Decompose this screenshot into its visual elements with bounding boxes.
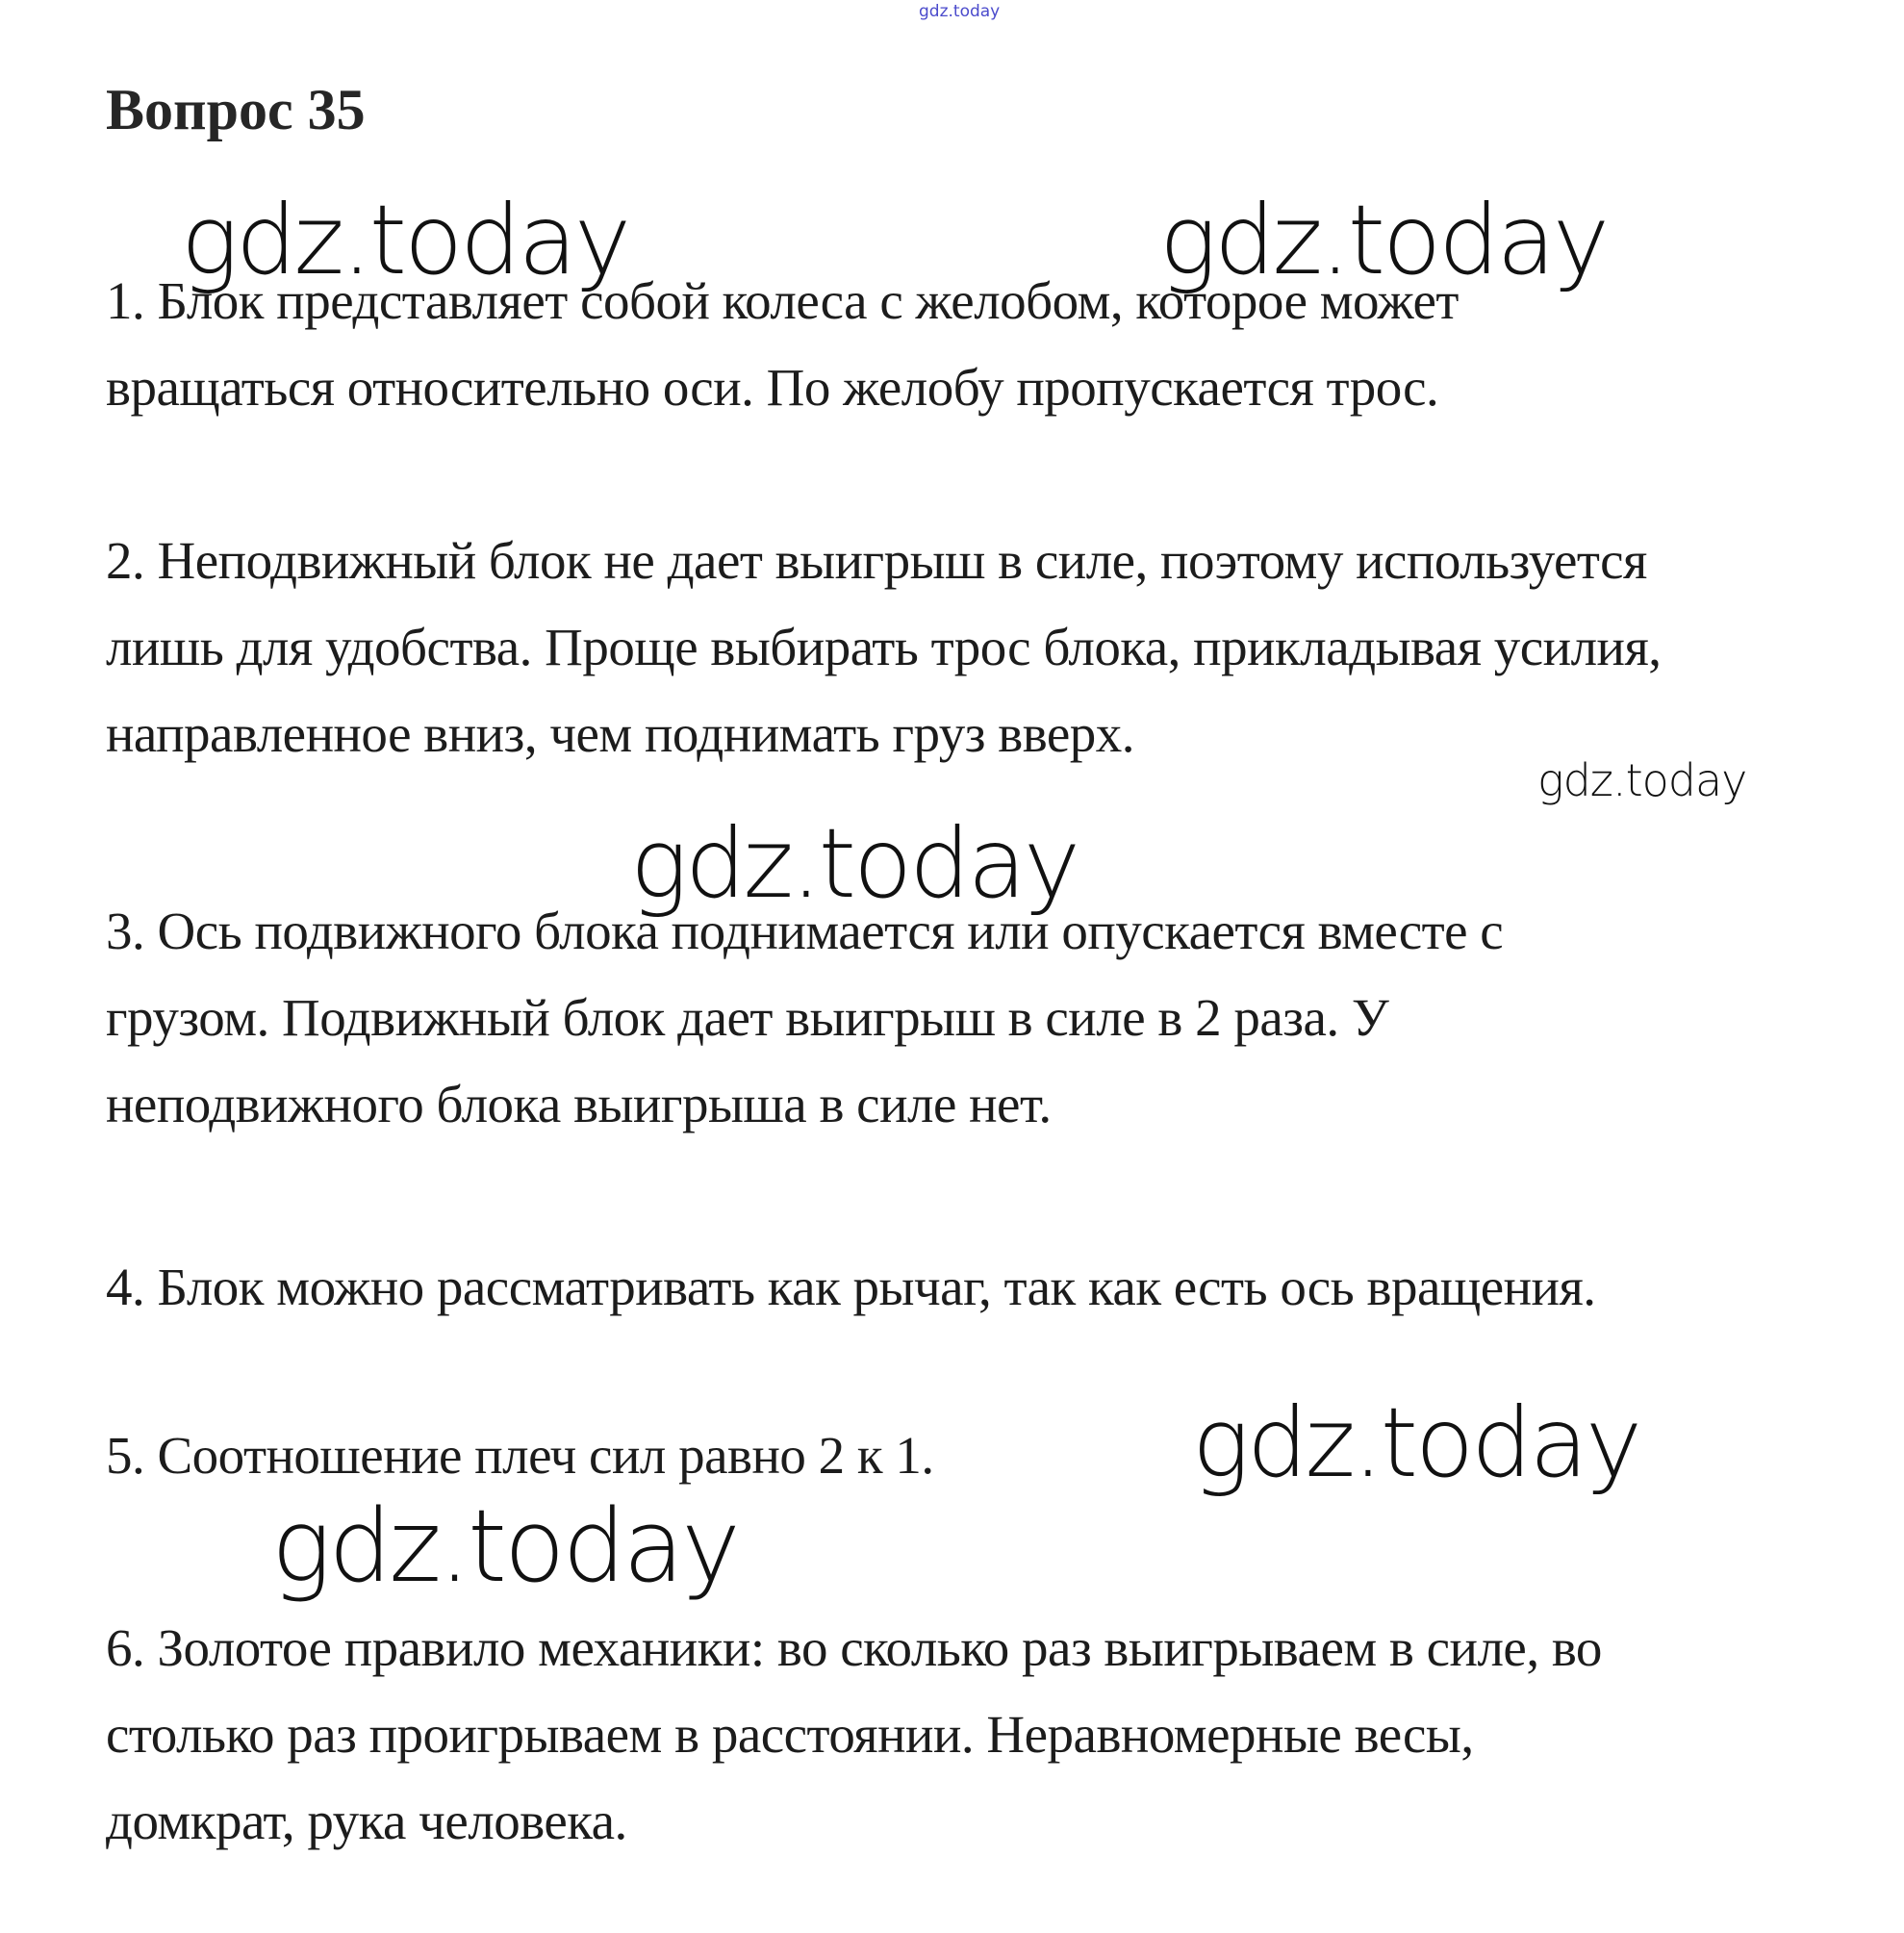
- answer-2-line-3: направленное вниз, чем поднимать груз вверх.: [106, 704, 1135, 763]
- watermark-middle: gdz.today: [630, 807, 1079, 920]
- answer-5-line-1: 5. Соотношение плеч сил равно 2 к 1.: [106, 1426, 934, 1485]
- answer-6: [106, 1605, 1846, 1865]
- answer-2-line-1: 2. Неподвижный блок не дает выигрыш в силе, поэтому используется: [106, 531, 1647, 590]
- answer-6-line-2: столько раз проигрываем в расстоянии. Неравномерные весы,: [106, 1705, 1474, 1764]
- answer-3: [106, 888, 1846, 1148]
- answer-2: [106, 518, 1846, 777]
- answer-3-line-2: грузом. Подвижный блок дает выигрыш в силе в 2 раза. У: [106, 988, 1389, 1047]
- answer-5: [106, 1412, 1846, 1499]
- answer-2-line-2: лишь для удобства. Проще выбирать трос блока, прикладывая усилия,: [106, 618, 1662, 676]
- answer-3-line-3: неподвижного блока выигрыша в силе нет.: [106, 1075, 1052, 1133]
- answer-1-line-2: вращаться относительно оси. По желобу пропускается трос.: [106, 358, 1439, 417]
- answer-4: [106, 1244, 1846, 1331]
- watermark-lower-left: gdz.today: [271, 1488, 738, 1605]
- page-title: Вопрос 35: [106, 78, 366, 141]
- answer-6-line-1: 6. Золотое правило механики: во сколько раз выигрываем в силе, во: [106, 1618, 1602, 1677]
- answer-3-line-1: 3. Ось подвижного блока поднимается или опускается вместе с: [106, 902, 1504, 960]
- answer-4-line-1: 4. Блок можно рассматривать как рычаг, так как есть ось вращения.: [106, 1258, 1596, 1316]
- watermark-top-link: gdz.today: [919, 2, 1001, 21]
- watermark-lower-right: gdz.today: [1192, 1386, 1640, 1499]
- answer-6-line-3: домкрат, рука человека.: [106, 1792, 627, 1850]
- watermark-top-left: gdz.today: [181, 184, 629, 296]
- watermark-mid-right-small: gdz.today: [1537, 754, 1747, 806]
- answer-1: [106, 258, 1846, 431]
- watermark-top-right: gdz.today: [1159, 184, 1608, 296]
- answer-1-line-1: 1. Блок представляет собой колеса с желобом, которое может: [106, 271, 1459, 330]
